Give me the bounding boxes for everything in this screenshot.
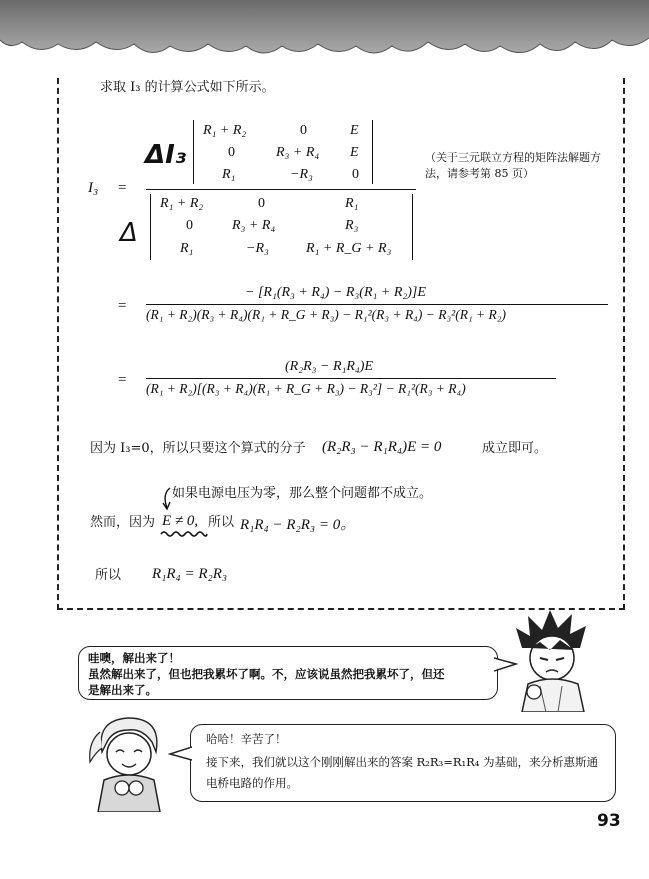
den-det-cell: R₁ <box>180 241 194 256</box>
num-det-cell: E <box>350 145 359 160</box>
num-det-cell: −R₃ <box>290 167 313 182</box>
condition-text-a: 因为 I₃=0，所以只要这个算式的分子 <box>90 441 306 456</box>
den-det-cell: R₁ <box>345 196 359 211</box>
male-character-icon <box>510 608 594 712</box>
therefore-label: 所以 <box>95 568 122 583</box>
page-number: 93 <box>597 811 621 831</box>
num-det-left-bar <box>193 120 194 184</box>
den-det-cell: R₃ + R₄ <box>232 218 276 233</box>
den-det-cell: R₁ + R₂ <box>160 196 204 211</box>
num-det-cell: E <box>350 123 359 138</box>
bubble2-line1: 哈哈！辛苦了！ <box>206 732 287 746</box>
den-det-right-bar <box>412 194 413 260</box>
bubble1-line3: 是解出来了。 <box>88 683 157 697</box>
step2-denominator: (R₁ + R₂)(R₃ + R₄)(R₁ + R_G + R₃) − R₁²(R₃ + R₄) − R₃²(R₁ + R₂) <box>146 307 506 322</box>
bubble2-line3: 电桥电路的作用。 <box>206 776 298 790</box>
condition-text-b: 成立即可。 <box>482 441 548 456</box>
equals-sign: = <box>118 372 127 388</box>
den-det-cell: 0 <box>258 196 265 211</box>
top-decorative-band <box>0 0 649 70</box>
den-det-left-bar <box>150 194 151 260</box>
annotation-text: 如果电源电压为零，那么整个问题都不成立。 <box>172 486 433 501</box>
side-note-line2: 法，请参考第 85 页） <box>425 167 534 180</box>
num-det-right-bar <box>372 120 373 184</box>
den-det-cell: R₃ <box>345 218 359 233</box>
since-result: R₁R₄ − R₂R₃ = 0。 <box>240 517 356 533</box>
bubble1-line2: 虽然解出来了，但也把我累坏了啊。不，应该说虽然把我累坏了，但还 <box>88 667 445 681</box>
den-det-cell: R₁ + R_G + R₃ <box>306 241 392 256</box>
condition-formula: (R₂R₃ − R₁R₄)E = 0 <box>322 439 442 455</box>
wavy-underline-icon <box>160 530 208 538</box>
intro-text: 求取 I₃ 的计算公式如下所示。 <box>100 80 275 95</box>
num-det-cell: R₁ <box>222 167 236 182</box>
num-det-cell: 0 <box>300 123 307 138</box>
num-det-cell: R₁ + R₂ <box>203 123 247 138</box>
den-det-cell: 0 <box>186 218 193 233</box>
num-det-cell: R₃ + R₄ <box>276 145 320 160</box>
step2-numerator: − [R₁(R₃ + R₄) − R₃(R₁ + R₂)]E <box>245 285 426 300</box>
therefore-formula: R₁R₄ = R₂R₃ <box>152 566 228 582</box>
main-fraction-line <box>146 189 416 190</box>
step3-numerator: (R₂R₃ − R₁R₄)E <box>285 359 373 374</box>
since-text-a: 然而，因为 <box>90 515 156 530</box>
num-det-cell: 0 <box>228 145 235 160</box>
i3-label: I₃ <box>88 180 99 196</box>
step2-fraction-line <box>146 304 608 305</box>
num-det-cell: 0 <box>352 167 359 182</box>
side-note-line1: （关于三元联立方程的矩阵法解题方 <box>425 151 601 164</box>
delta-i3-symbol: ΔI₃ <box>145 140 187 170</box>
bubble-tail-icon <box>168 744 192 764</box>
step3-fraction-line <box>146 378 556 379</box>
since-formula: E ≠ 0, <box>162 513 199 529</box>
equals-sign: = <box>118 180 127 196</box>
female-character-icon <box>82 712 178 812</box>
bubble1-line1: 哇噢，解出来了！ <box>88 651 180 665</box>
equals-sign: = <box>118 298 127 314</box>
bubble2-line2: 接下来，我们就以这个刚刚解出来的答案 R₂R₃=R₁R₄ 为基础，来分析惠斯通 <box>206 755 599 769</box>
delta-symbol: Δ <box>120 218 138 248</box>
since-text-b: 所以 <box>208 515 235 530</box>
den-det-cell: −R₃ <box>246 241 269 256</box>
step3-denominator: (R₁ + R₂)[(R₃ + R₄)(R₁ + R_G + R₃) − R₃²] − R₁²(R₃ + R₄) <box>146 381 466 396</box>
